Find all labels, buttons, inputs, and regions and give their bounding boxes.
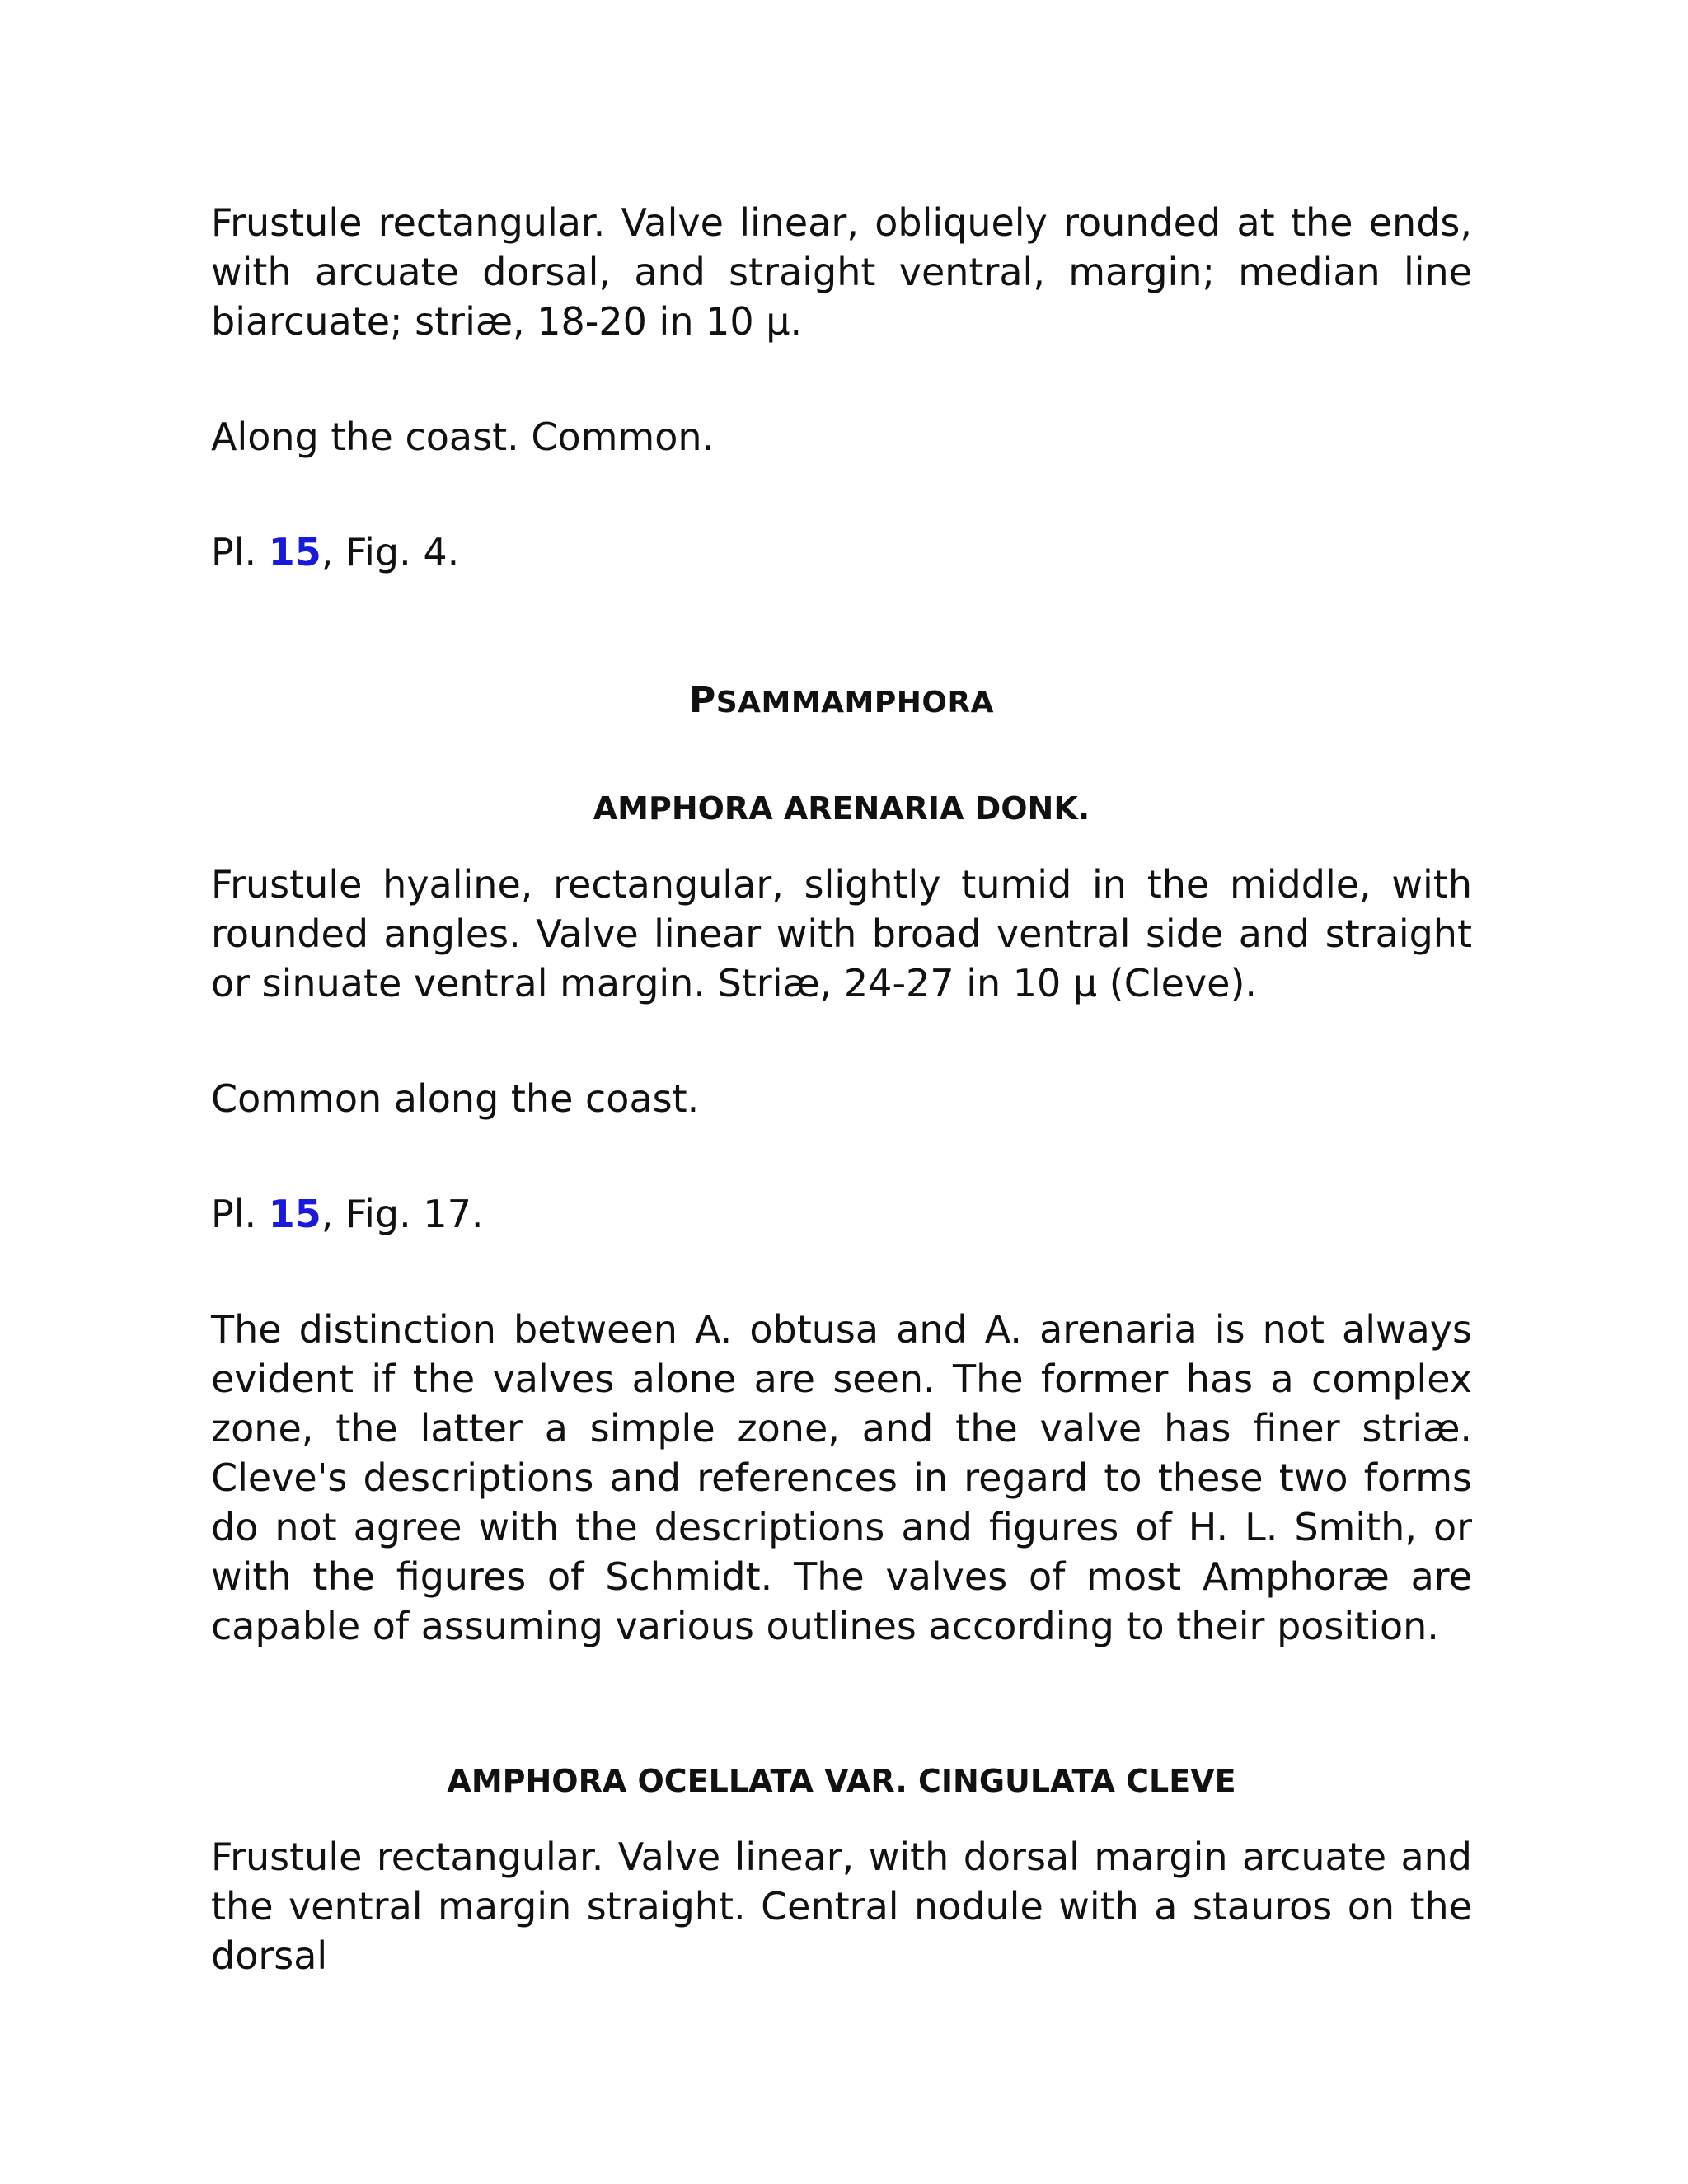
plate-prefix: Pl. bbox=[211, 530, 269, 574]
section-heading-rest: SAMMAMPHORA bbox=[715, 686, 995, 719]
section-heading bbox=[211, 679, 1472, 721]
species-heading: AMPHORA ARENARIA DONK. bbox=[593, 790, 1090, 827]
habitat-note: Common along the coast. bbox=[211, 1076, 700, 1121]
species-description: Frustule rectangular. Valve linear, obliquely rounded at the ends, with arcuate dorsal, and straight ventral, margin; median line biarcuate; striæ, 18-20 in 10 μ. bbox=[211, 200, 1472, 344]
plate-reference bbox=[211, 527, 1472, 577]
plate-prefix: Pl. bbox=[211, 1192, 269, 1236]
plate-link[interactable]: 15 bbox=[268, 1192, 321, 1236]
species-description: Frustule rectangular. Valve linear, with dorsal margin arcuate and the ventral margin straight. Central nodule with a stauros on the dorsal bbox=[211, 1835, 1472, 1978]
plate-link[interactable]: 15 bbox=[268, 530, 321, 574]
species-description: Frustule hyaline, rectangular, slightly tumid in the middle, with rounded angles. Valve linear with broad ventral side and straight or sinuate ventral margin. Striæ, 24-27 in 10 μ (Cleve). bbox=[211, 862, 1472, 1005]
plate-reference bbox=[211, 1189, 1472, 1239]
taxonomy-note: The distinction between A. obtusa and A. arenaria is not always evident if the valves alone are seen. The former has a complex zone, the latter a simple zone, and the valve has finer striæ. Cleve's descriptions and references in regard to these two forms do not agree with the descriptions and figures of H. L. Smith, or with the figures of Schmidt. The valves of most Amphoræ are capable of assuming various outlines according to their position. bbox=[211, 1307, 1472, 1648]
plate-suffix: , Fig. 4. bbox=[321, 530, 460, 574]
section-heading-initial: P bbox=[688, 679, 716, 721]
page-content bbox=[211, 198, 1472, 1980]
species-heading: AMPHORA OCELLATA VAR. CINGULATA CLEVE bbox=[447, 1763, 1236, 1799]
plate-suffix: , Fig. 17. bbox=[321, 1192, 484, 1236]
habitat-note: Along the coast. Common. bbox=[211, 415, 715, 459]
